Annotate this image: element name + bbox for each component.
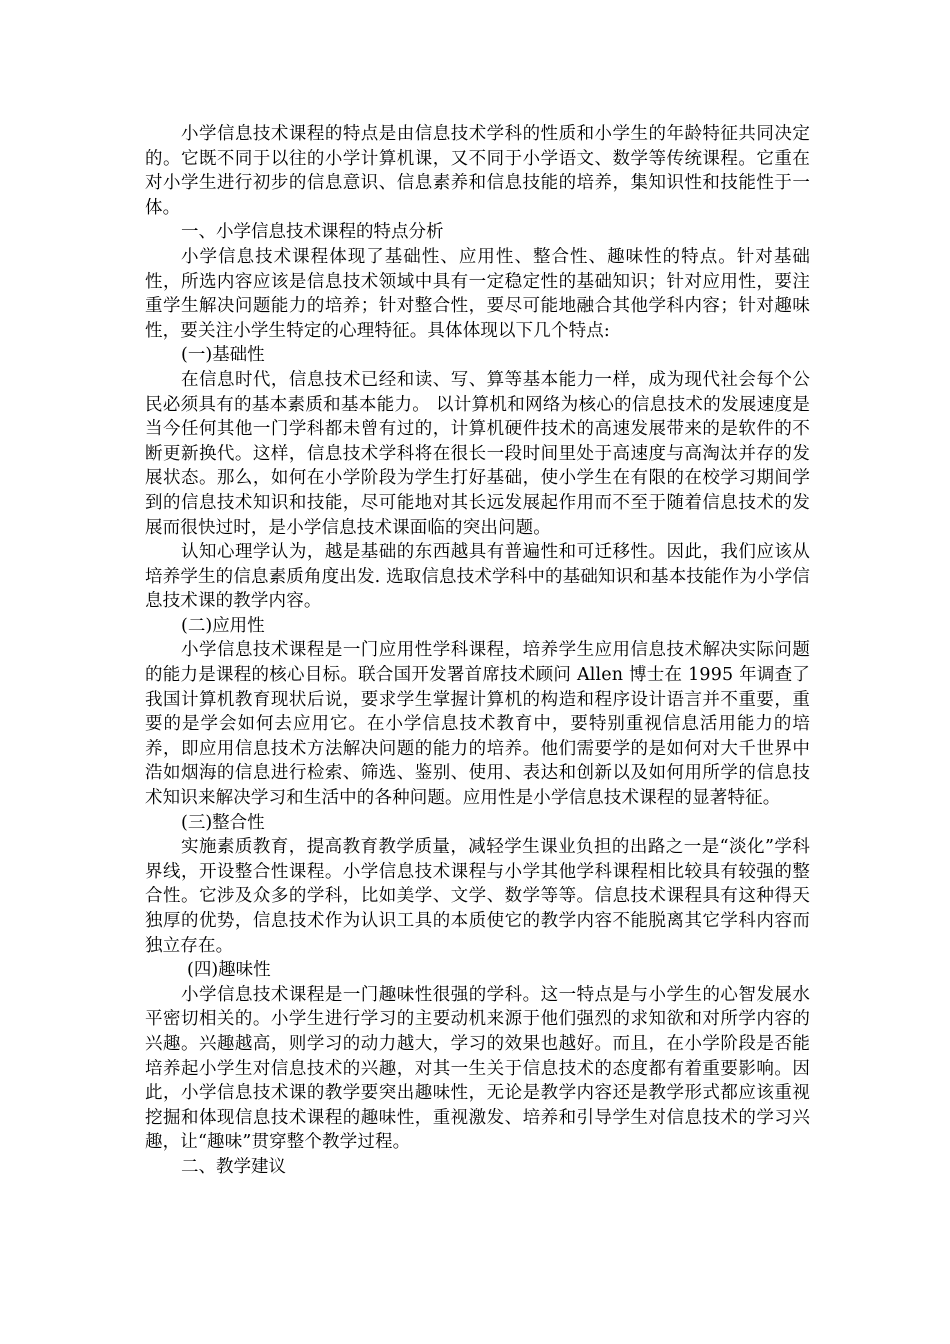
subheading-interest: (四)趣味性	[187, 960, 271, 981]
integration-paragraph: 实施素质教育，提高教育教学质量，减轻学生课业负担的出路之一是“淡化”学科界线，开设整合性课程。小学信息技术课程与小学其他学科课程相比较具有较强的整合性。它涉及众多的学科，比如美学、文学、数学等等。信息技术课程具有这种得天独厚的优势，信息技术作为认识工具的本质使它的教学内容不能脱离其它学科内容而独立存在。	[145, 837, 810, 956]
subheading-application: (二)应用性	[181, 615, 265, 636]
subheading-basic: (一)基础性	[181, 345, 265, 366]
application-paragraph: 小学信息技术课程是一门应用性学科课程，培养学生应用信息技术解决实际问题的能力是课程的核心目标。联合国开发署首席技术顾问 Allen 博士在 1995 年调查了我国计算机教育现状后说，要求学生掌握计算机的构造和程序设计语言并不重要，重要的是学会如何去应用它。在小学信息技术教育中，要特别重视信息活用能力的培养，即应用信息技术方法解决问题的能力的培养。他们需要学的是如何对大千世界中浩如烟海的信息进行检索、筛选、鉴别、使用、表达和创新以及如何用所学的信息技术知识来解决学习和生活中的各种问题。应用性是小学信息技术课程的显著特征。	[145, 640, 810, 809]
basic-paragraph-1: 在信息时代，信息技术已经和读、写、算等基本能力一样，成为现代社会每个公民必须具有的基本素质和基本能力。 以计算机和网络为核心的信息技术的发展速度是当今任何其他一门学科都未曾有过的，计算机硬件技术的高速发展带来的是软件的不断更新换代。这样，信息技术学科将在很长一段时间里处于高速度与高淘汰并存的发展状态。那么，如何在小学阶段为学生打好基础，使小学生在有限的在校学习期间学到的信息技术知识和技能，尽可能地对其长远发展起作用而不至于随着信息技术的发展而很快过时，是小学信息技术课面临的突出问题。	[145, 369, 810, 538]
section-heading-1: 一、小学信息技术课程的特点分析	[181, 222, 444, 243]
section-heading-2: 二、教学建议	[181, 1156, 286, 1177]
intro-paragraph: 小学信息技术课程的特点是由信息技术学科的性质和小学生的年龄特征共同决定的。它既不同于以往的小学计算机课，又不同于小学语文、数学等传统课程。它重在对小学生进行初步的信息意识、信息素养和信息技能的培养，集知识性和技能性于一体。	[145, 124, 810, 218]
basic-paragraph-2: 认知心理学认为，越是基础的东西越具有普遍性和可迁移性。因此，我们应该从培养学生的信息素质角度出发. 选取信息技术学科中的基础知识和基本技能作为小学信息技术课的教学内容。	[145, 542, 810, 612]
interest-paragraph: 小学信息技术课程是一门趣味性很强的学科。这一特点是与小学生的心智发展水平密切相关的。小学生进行学习的主要动机来源于他们强烈的求知欲和对所学内容的兴趣。兴趣越高，则学习的动力越大，学习的效果也越好。而且，在小学阶段是否能培养起小学生对信息技术的兴趣，对其一生关于信息技术的态度都有着重要影响。因此，小学信息技术课的教学要突出趣味性，无论是教学内容还是教学形式都应该重视挖掘和体现信息技术课程的趣味性，重视激发、培养和引导学生对信息技术的学习兴趣，让“趣味”贯穿整个教学过程。	[145, 984, 810, 1153]
section-1-overview-paragraph: 小学信息技术课程体现了基础性、应用性、整合性、趣味性的特点。针对基础性，所选内容应该是信息技术领域中具有一定稳定性的基础知识；针对应用性，要注重学生解决问题能力的培养；针对整合性，要尽可能地融合其他学科内容；针对趣味性，要关注小学生特定的心理特征。具体体现以下几个特点:	[145, 246, 810, 341]
document-page	[145, 122, 810, 1180]
subheading-integration: (三)整合性	[181, 812, 265, 833]
